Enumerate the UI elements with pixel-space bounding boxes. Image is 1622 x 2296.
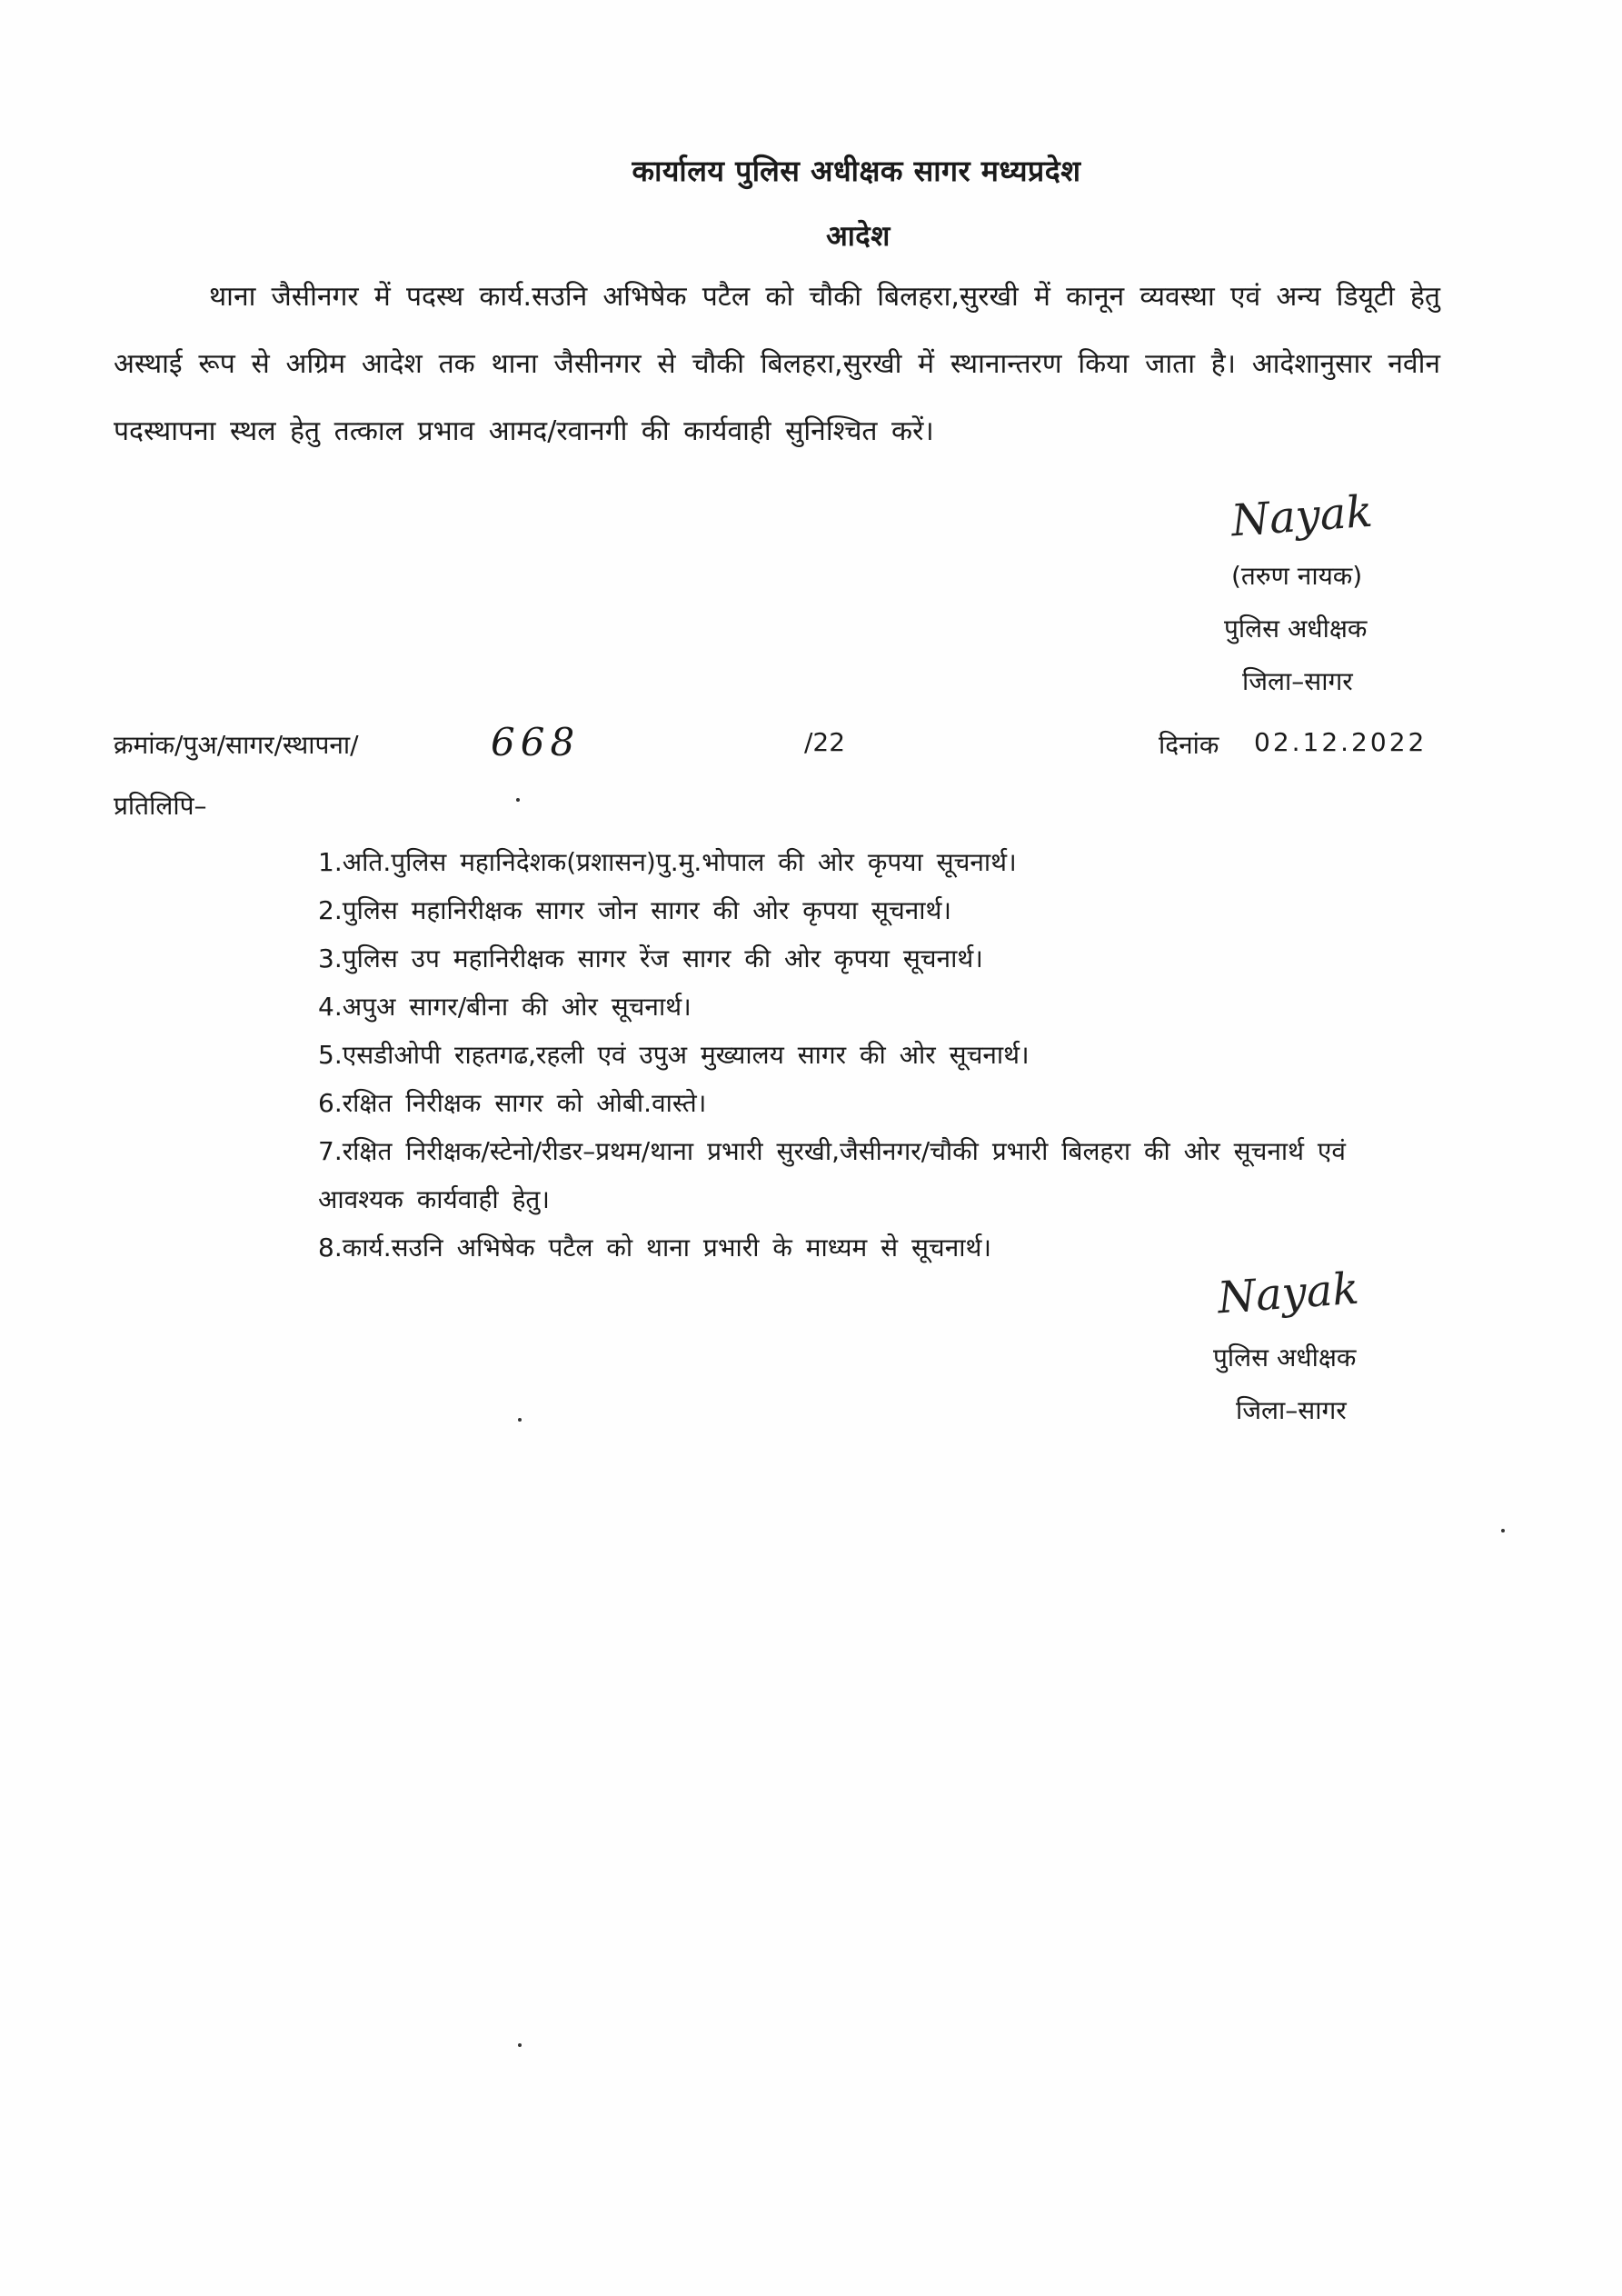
copy-recipient-item: 5.एसडीओपी राहतगढ,रहली एवं उपुअ मुख्यालय सागर की ओर सूचनार्थ।: [318, 1040, 1030, 1070]
signer-block-top: [1224, 550, 1368, 708]
scan-speck: [516, 798, 520, 802]
copy-recipient-item: 1.अति.पुलिस महानिदेशक(प्रशासन)पु.मु.भोपाल की ओर कृपया सूचनार्थ।: [318, 847, 1017, 877]
copy-recipient-item: 2.पुलिस महानिरीक्षक सागर जोन सागर की ओर कृपया सूचनार्थ।: [318, 895, 952, 925]
scan-speck: [518, 2043, 522, 2047]
order-date: 02.12.2022: [1254, 727, 1428, 757]
copy-recipient-item: 3.पुलिस उप महानिरीक्षक सागर रेंज सागर की ओर कृपया सूचनार्थ।: [318, 943, 983, 973]
signature-top: Nayak: [1229, 485, 1375, 547]
date-label: दिनांक: [1159, 730, 1219, 760]
order-paragraph-block: [114, 264, 1440, 465]
signer-district: जिला–सागर: [1242, 666, 1353, 696]
signer-designation: पुलिस अधीक्षक: [1213, 1343, 1357, 1373]
order-title: आदेश: [826, 220, 891, 253]
office-heading: कार्यालय पुलिस अधीक्षक सागर मध्यप्रदेश: [632, 154, 1081, 188]
order-paragraph: थाना जैसीनगर में पदस्थ कार्य.सउनि अभिषेक पटैल को चौकी बिलहरा,सुरखी में कानून व्यवस्था एवं अन्य डियूटी हेतु अस्थाई रूप से अग्रिम आदेश तक थाना जैसीनगर से चौकी बिलहरा,सुरखी में स्थानान्तरण किया जाता है। आदेशानुसार नवीन पदस्थापना स्थल हेतु तत्काल प्रभाव आमद/रवानगी की कार्यवाही सुनिश्चित करें।: [114, 281, 1440, 447]
scan-speck: [518, 1418, 522, 1422]
copy-recipient-list: [318, 838, 1363, 1272]
signature-bottom: Nayak: [1216, 1263, 1361, 1324]
copy-recipient-item: 4.अपुअ सागर/बीना की ओर सूचनार्थ।: [318, 992, 692, 1022]
scan-speck: [1501, 1529, 1505, 1532]
signer-block-bottom: [1213, 1332, 1356, 1437]
copy-recipient-item: 6.रक्षित निरीक्षक सागर को ओबी.वास्ते।: [318, 1088, 707, 1118]
copy-to-label: प्रतिलिपि–: [114, 791, 207, 821]
signer-name: (तरुण नायक): [1231, 561, 1363, 591]
signer-designation: पुलिस अधीक्षक: [1224, 614, 1368, 644]
reference-number: 668: [491, 720, 581, 764]
copy-recipient-item: 8.कार्य.सउनि अभिषेक पटैल को थाना प्रभारी के माध्यम से सूचनार्थ।: [318, 1233, 992, 1263]
reference-row: [114, 720, 1428, 773]
reference-year: /22: [804, 727, 846, 757]
reference-prefix: क्रमांक/पुअ/सागर/स्थापना/: [114, 730, 359, 760]
signer-district: जिला–सागर: [1236, 1395, 1347, 1425]
copy-recipient-item: 7.रक्षित निरीक्षक/स्टेनो/रीडर–प्रथम/थाना प्रभारी सुरखी,जैसीनगर/चौकी प्रभारी बिलहरा की ओर सूचनार्थ एवं आवश्यक कार्यवाही हेतु।: [318, 1136, 1346, 1214]
